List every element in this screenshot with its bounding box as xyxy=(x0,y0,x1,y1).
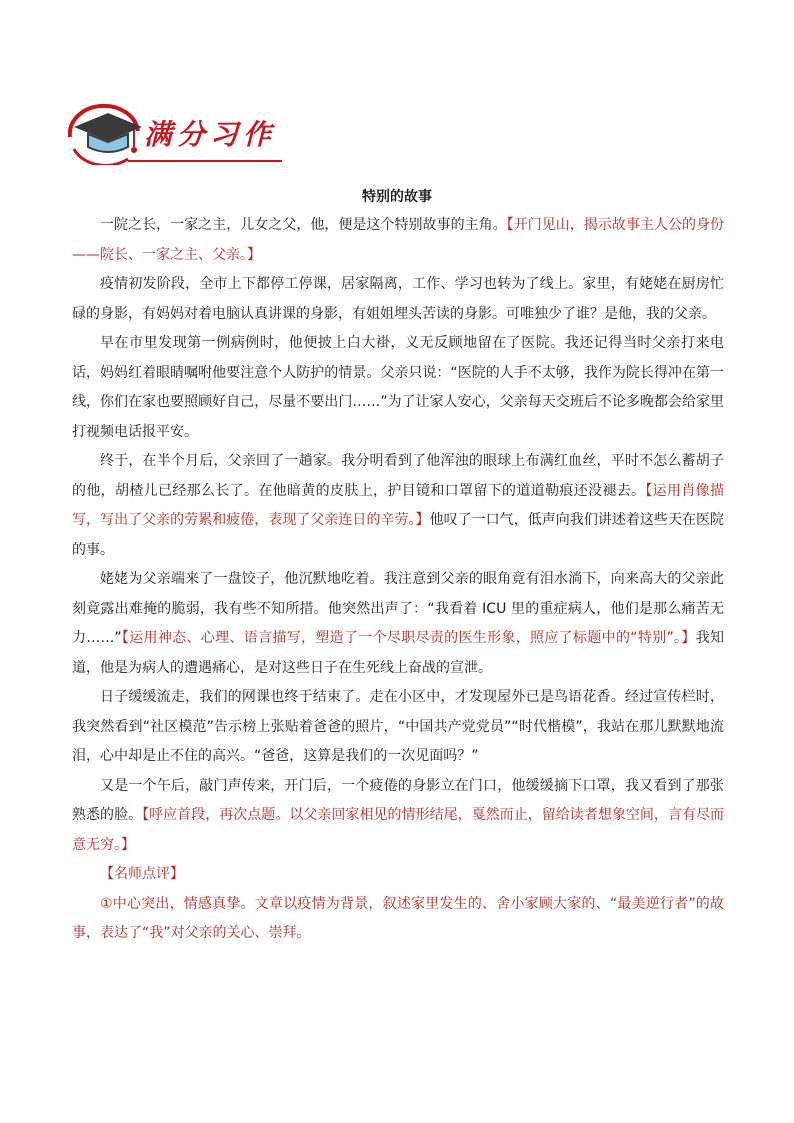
paragraph-text: 终于，在半个月后，父亲回了一趟家。我分明看到了他浑浊的眼球上布满红血丝，平时不怎么蓄胡子的他，胡楂儿已经那么长了。在他暗黄的皮肤上，护目镜和口罩留下的道道勒痕还没褪去。 xyxy=(72,453,724,499)
paragraph-3 xyxy=(72,329,724,447)
paragraph-text-after: 我知道，他是为病人的遭遇痛心，是对这些日子在生死线上奋战的宣泄。 xyxy=(72,630,724,676)
paragraph-7 xyxy=(72,772,724,861)
paragraph-1 xyxy=(72,211,724,270)
annotation-comment: 【运用神态、心理、语言描写，塑造了一个尽职尽责的医生形象，照应了标题中的“特别”。】 xyxy=(121,630,696,646)
paragraph-text: 又是一个午后，敲门声传来，开门后，一个疲倦的身影立在门口，他缓缓摘下口罩，我又看到了那张熟悉的脸。 xyxy=(72,777,724,823)
logo-underline xyxy=(128,160,282,162)
logo-title: 满分习作 xyxy=(144,118,277,151)
paragraph-5 xyxy=(72,565,724,683)
paragraph-2 xyxy=(72,270,724,329)
paragraph-text: 疫情初发阶段，全市上下都停工停课，居家隔离，工作、学习也转为了线上。家里，有姥姥在厨房忙碌的身影，有妈妈对着电脑认真讲课的身影，有姐姐埋头苦读的身影。可唯独少了谁？是他，我的父亲。 xyxy=(72,276,724,322)
annotation-comment: 【呼应首段，再次点题。以父亲回家相见的情形结尾，戛然而止，留给读者想象空间，言有尽而意无穷。】 xyxy=(72,807,724,853)
graduation-cap-icon xyxy=(68,103,148,165)
review-text: ①中心突出，情感真挚。文章以疫情为背景，叙述家里发生的、舍小家顾大家的、“最美逆行者”的故事，表达了“我”对父亲的关心、崇拜。 xyxy=(72,895,724,941)
section-logo xyxy=(68,103,282,165)
paragraph-text: 早在市里发现第一例病例时，他便披上白大褂，义无反顾地留在了医院。我还记得当时父亲打来电话，妈妈红着眼睛嘱咐他要注意个人防护的情景。父亲只说：“医院的人手不太够，我作为院长得冲在第一线，你们在家也要照顾好自己，尽量不要出门……”为了让家人安心，父亲每天交班后不论多晚都会给家里打视频电话报平安。 xyxy=(72,335,724,440)
paragraph-text: 一院之长，一家之主，儿女之父，他，便是这个特别故事的主角。 xyxy=(100,217,507,233)
paragraph-4 xyxy=(72,447,724,565)
article-title: 特别的故事 xyxy=(362,189,432,205)
review-heading: 【名师点评】 xyxy=(100,866,184,882)
annotation-comment: 【运用肖像描写，写出了父亲的劳累和疲倦，表现了父亲连日的辛劳。】 xyxy=(72,482,725,528)
paragraph-text-after: 他叹了一口气，低声向我们讲述着这些天在医院的事。 xyxy=(72,512,725,558)
paragraph-text: 姥姥为父亲端来了一盘饺子，他沉默地吃着。我注意到父亲的眼角竟有泪水淌下，向来高大的父亲此刻竟露出难掩的脆弱，我有些不知所措。他突然出声了：“我看着 ICU 里的重症病人，他们是那么痛苦无力……” xyxy=(72,571,724,646)
annotation-comment: 【开门见山，揭示故事主人公的身份——院长、一家之主、父亲。】 xyxy=(72,217,725,263)
paragraph-text: 日子缓缓流走，我们的网课也终于结束了。走在小区中，才发现屋外已是鸟语花香。经过宣传栏时，我突然看到“社区模范”告示榜上张贴着爸爸的照片，“中国共产党党员”“时代楷模”，我站在那儿默默地流泪，心中却是止不住的高兴。“爸爸，这算是我们的一次见面吗？” xyxy=(72,689,724,764)
article-body xyxy=(72,211,724,949)
paragraph-6 xyxy=(72,683,724,772)
